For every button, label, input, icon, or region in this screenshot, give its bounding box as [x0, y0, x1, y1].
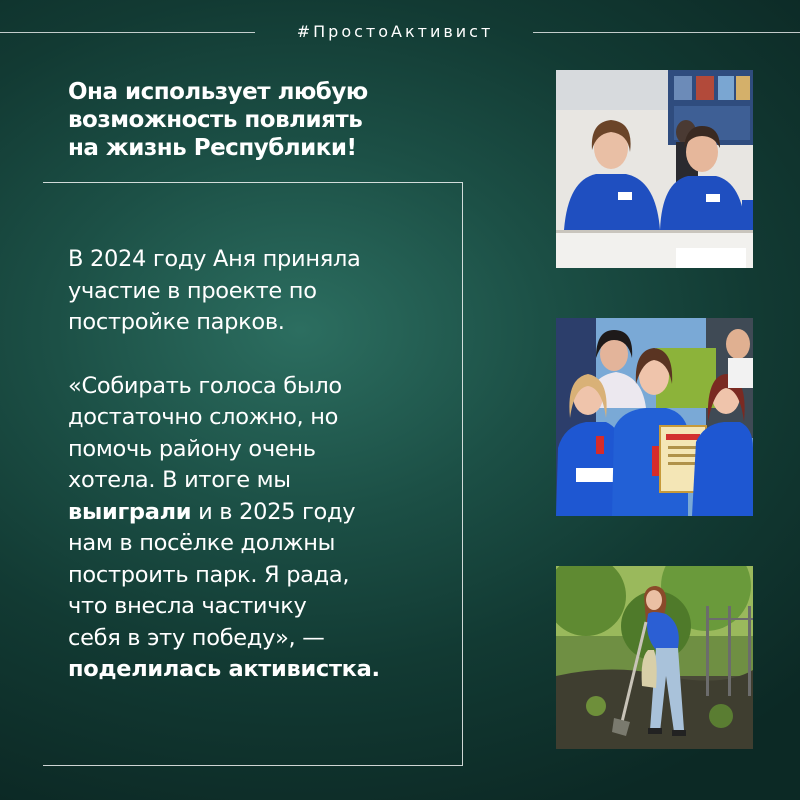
paragraph-quote — [68, 371, 458, 686]
headline — [68, 78, 468, 162]
divider-right — [533, 32, 800, 33]
photo-students-at-table — [556, 70, 753, 268]
text-fragment: и в 2025 году — [191, 498, 356, 525]
headline-line: Она использует любую — [68, 79, 368, 105]
text-line: достаточно сложно, но — [68, 404, 339, 430]
photo-girl-gardening — [556, 566, 753, 749]
text-line: построить парк. Я рада, — [68, 561, 350, 588]
hashtag-label: #ПростоАктивист — [296, 22, 494, 41]
body-text — [68, 244, 458, 686]
text-line: что внесла частичку — [68, 593, 307, 619]
text-line: В 2024 году Аня приняла — [68, 246, 361, 272]
divider-left — [0, 32, 255, 33]
photo-group-with-certificate — [556, 318, 753, 516]
text-line: помочь району очень — [68, 435, 316, 462]
text-line: постройке парков. — [68, 309, 285, 335]
headline-line: возможность повлиять — [68, 107, 363, 133]
photo-group-with-certificate-image — [556, 318, 753, 516]
text-line: участие в проекте по — [68, 277, 317, 304]
text-line: нам в посёлке должны — [68, 530, 336, 556]
text-line: себя в эту победу», — — [68, 624, 325, 651]
photo-students-at-table-image — [556, 70, 753, 268]
attribution: поделилась активистка. — [68, 656, 380, 682]
emphasis-word: выиграли — [68, 498, 192, 525]
text-line: хотела. В итоге мы — [68, 467, 291, 493]
paragraph-intro — [68, 244, 458, 339]
headline-line: на жизнь Республики! — [68, 135, 357, 161]
photo-girl-gardening-image — [556, 566, 753, 749]
text-line: «Собирать голоса было — [68, 372, 342, 399]
